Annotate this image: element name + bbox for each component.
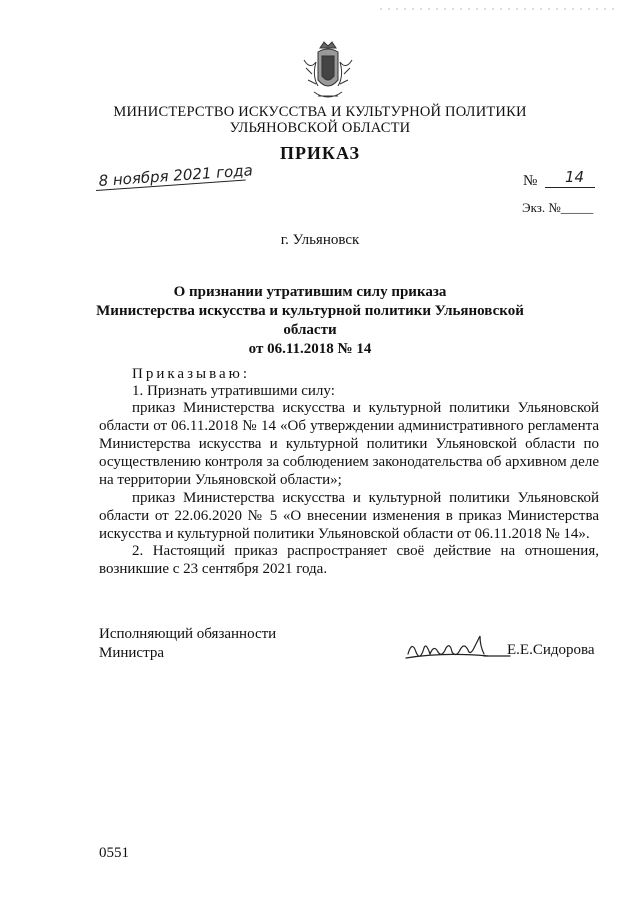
ministry-name-line2: УЛЬЯНОВСКОЙ ОБЛАСТИ bbox=[229, 120, 411, 136]
order-number: 14 bbox=[565, 168, 585, 186]
coat-of-arms-icon bbox=[300, 40, 356, 104]
item1-paragraph1: приказ Министерства искусства и культурной политики Ульяновской области от 06.11.2018 № 14 «Об утверждении административного регламента Министерства искусства и культурной политики Ульяновской области по осуществлению контроля за соблюдением законодательства об архивном деле на территории Ульяновской области»; bbox=[99, 400, 599, 488]
order-date: 8 ноября 2021 года bbox=[98, 161, 254, 190]
subject-line2: Министерства искусства и культурной политики Ульяновской области bbox=[96, 303, 524, 338]
position-line2: Министра bbox=[99, 645, 164, 661]
item1-heading: 1. Признать утратившими силу: bbox=[132, 383, 335, 399]
scan-dots bbox=[380, 6, 620, 12]
item2-paragraph: 2. Настоящий приказ распространяет своё действие на отношения, возникшие с 23 сентября 2021 года. bbox=[99, 543, 599, 577]
order-number-underline bbox=[545, 187, 595, 188]
signer-name: Е.Е.Сидорова bbox=[507, 642, 595, 658]
ministry-name-line1: МИНИСТЕРСТВО ИСКУССТВА И КУЛЬТУРНОЙ ПОЛИТИКИ bbox=[113, 104, 527, 120]
preamble: Приказываю: bbox=[132, 366, 250, 382]
subject-line3: от 06.11.2018 № 14 bbox=[248, 341, 372, 357]
subject-line1: О признании утратившим силу приказа bbox=[173, 284, 447, 300]
order-number-label: № bbox=[523, 173, 538, 189]
item1-paragraph2: приказ Министерства искусства и культурной политики Ульяновской области от 22.06.2020 № 5 «О внесении изменения в приказ Министерства искусства и культурной политики Ульяновской области от 06.11.2018 № 14». bbox=[99, 490, 599, 542]
order-title: ПРИКАЗ bbox=[279, 143, 361, 163]
city: г. Ульяновск bbox=[280, 232, 360, 248]
document-code: 0551 bbox=[99, 845, 129, 861]
position-line1: Исполняющий обязанности bbox=[99, 626, 277, 642]
copy-number: Экз. №_____ bbox=[522, 200, 594, 215]
handwritten-signature bbox=[404, 632, 514, 668]
signer-position bbox=[99, 625, 276, 663]
order-subject bbox=[90, 283, 530, 359]
